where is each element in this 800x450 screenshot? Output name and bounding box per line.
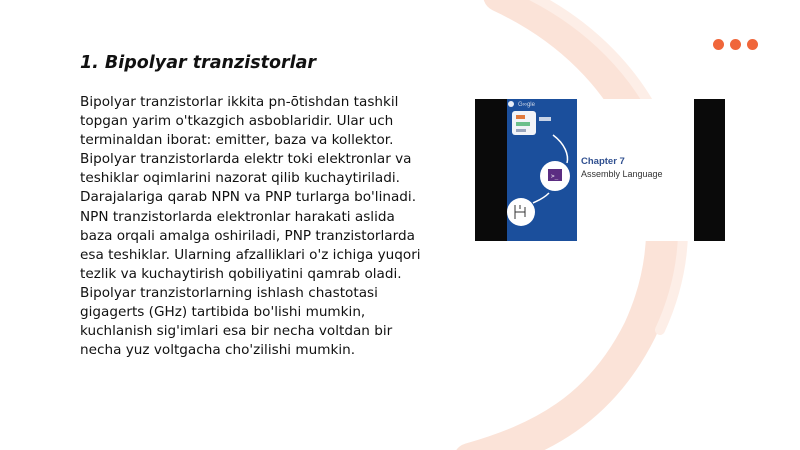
cover-art <box>507 99 577 241</box>
slide-body-text: Bipolyar tranzistorlar ikkita pn-ōtishdan tashkil topgan yarim o'tkazgich asboblaridir. Ular uch terminaldan iborat: emitter, baza va kollektor. Bipolyar tranzistorlarda elektr toki elektronlar va teshiklar oqimlarini nazorat qilib kuchaytiriladi. Darajalariga qarab NPN va PNP turlarga bo'linadi. NPN tranzistorlarda elektronlar harakati aslida baza orqali amalga oshiriladi, PNP tranzistorlarda esa teshiklar. Ularning afzalliklari o'z ichiga yuqori tezlik va kuchaytirish qobiliyatini qamrab oladi. Bipolyar tranzistorlarning ishlash chastotasi gigagerts (GHz) tartibida bo'lishi mumkin, kuchlanish sig'imlari esa bir necha voltdan bir necha yuz voltgacha cho'zilishi mumkin. <box>80 94 421 359</box>
cover-diagram-icon <box>507 99 577 241</box>
chapter-label: Chapter 7 <box>581 156 625 167</box>
svg-text:>_: >_ <box>551 173 559 180</box>
slide-title: 1. Bipolyar tranzistorlar <box>80 53 317 73</box>
logo-text: G∞gle <box>518 102 535 108</box>
dot-icon <box>730 39 741 50</box>
dot-icon <box>713 39 724 50</box>
image-left-bar <box>475 99 507 241</box>
dot-icon <box>747 39 758 50</box>
book-cover-image <box>475 99 725 241</box>
decorative-dots <box>713 39 758 50</box>
chapter-subtitle: Assembly Language <box>581 169 663 179</box>
image-right-bar <box>694 99 725 241</box>
